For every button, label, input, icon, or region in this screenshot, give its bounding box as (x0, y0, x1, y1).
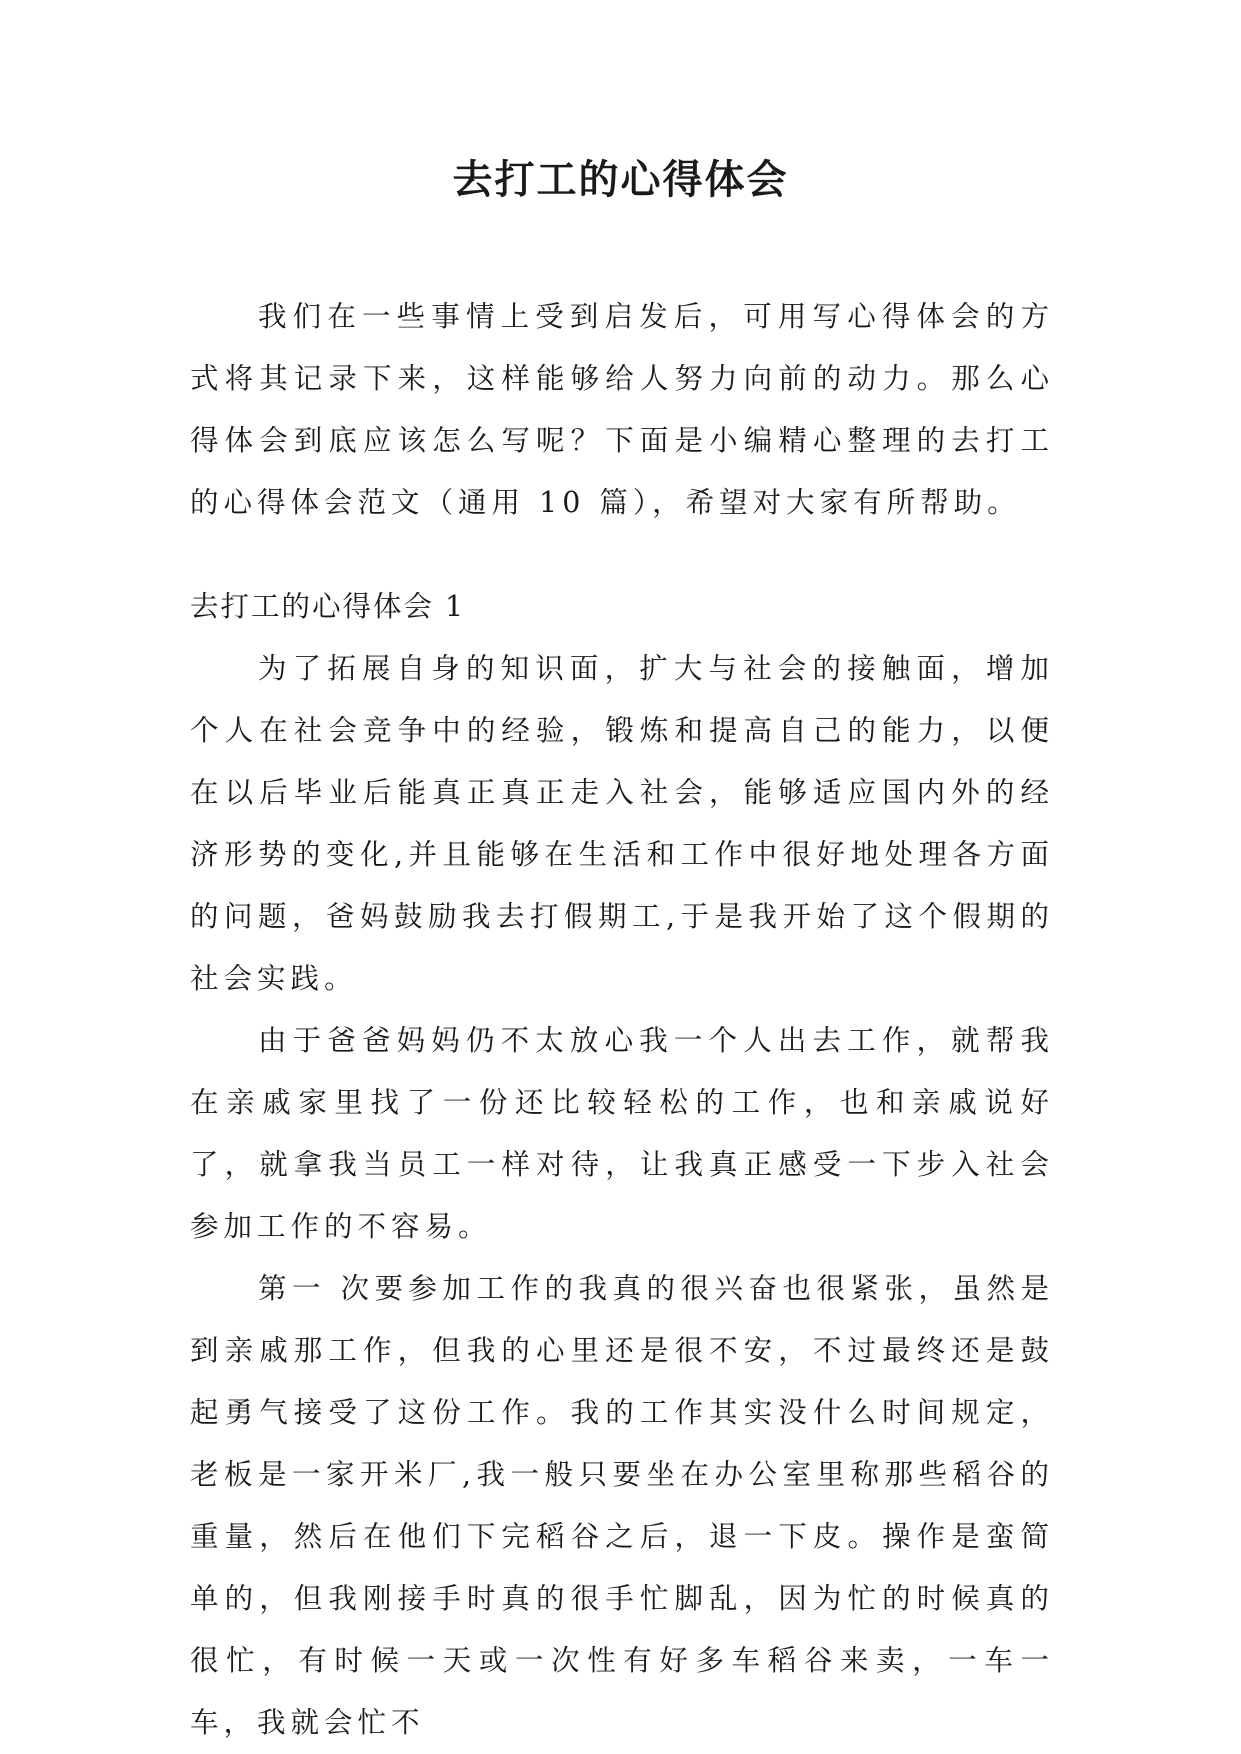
section-heading: 去打工的心得体会 1 (190, 590, 466, 623)
body-paragraph: 第一 次要参加工作的我真的很兴奋也很紧张，虽然是到亲戚那工作，但我的心里还是很不安，不过最终还是鼓起勇气接受了这份工作。我的工作其实没什么时间规定，老板是一家开米厂,我一般只要坐在办公室里称那些稻谷的重量，然后在他们下完稻谷之后，退一下皮。操作是蛮简单的，但我刚接手时真的很手忙脚乱，因为忙的时候真的很忙，有时候一天或一次性有好多车稻谷来卖，一车一车，我就会忙不 (190, 1272, 1054, 1739)
section-body (190, 638, 1054, 1754)
body-paragraph: 为了拓展自身的知识面，扩大与社会的接触面，增加个人在社会竞争中的经验，锻炼和提高自己的能力，以便在以后毕业后能真正真正走入社会，能够适应国内外的经济形势的变化,并且能够在生活和工作中很好地处理各方面的问题，爸妈鼓励我去打假期工,于是我开始了这个假期的社会实践。 (190, 652, 1054, 995)
intro-paragraph: 我们在一些事情上受到启发后，可用写心得体会的方式将其记录下来，这样能够给人努力向前的动力。那么心得体会到底应该怎么写呢？下面是小编精心整理的去打工的心得体会范文（通用 10 篇），希望对大家有所帮助。 (190, 300, 1054, 519)
body-paragraph: 由于爸爸妈妈仍不太放心我一个人出去工作，就帮我在亲戚家里找了一份还比较轻松的工作，也和亲戚说好了，就拿我当员工一样对待，让我真正感受一下步入社会参加工作的不容易。 (190, 1024, 1054, 1243)
intro-block (190, 286, 1054, 534)
document-title: 去打工的心得体会 (452, 156, 789, 203)
